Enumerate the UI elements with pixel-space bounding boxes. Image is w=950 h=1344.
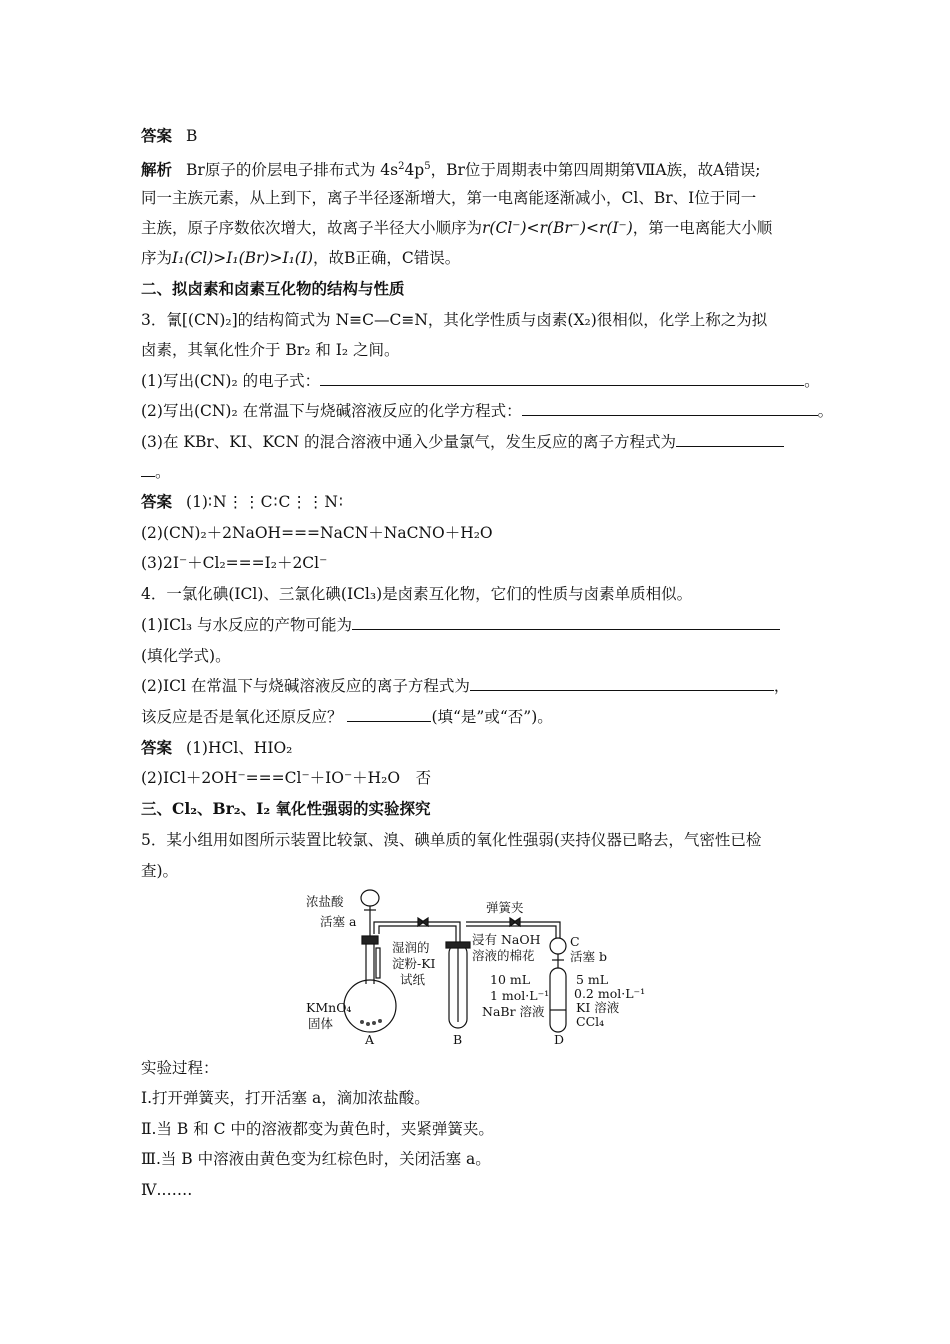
radius-order: r(Cl⁻)<r(Br⁻)<r(I⁻) [482,219,633,237]
q3-part-1 [141,371,820,391]
label-solid: 固体 [308,1016,334,1031]
q4-part-2 [141,676,789,696]
process-step-3: Ⅲ.当 B 中溶液由黄色变为红棕色时，关闭活塞 a。 [141,1150,491,1168]
process-title: 实验过程： [141,1059,219,1077]
analysis-text: ，Br位于周期表中第四周期第ⅦA族，故A错误; [430,161,761,180]
comma: ， [773,677,790,695]
label-kmno4: KMnO₄ [306,1000,352,1015]
label-conc-hcl: 浓盐酸 [306,894,344,909]
q4-part-1-cont: (填化学式)。 [141,647,231,665]
analysis-text: 4p [404,161,425,180]
label-b-solution: NaBr 溶液 [482,1004,545,1019]
q3-part-2-text: (2)写出(CN)₂ 在常温下与烧碱溶液反应的化学方程式： [141,402,522,420]
analysis-text: ，故B正确，C错误。 [313,249,461,267]
label-b: B [453,1032,463,1046]
q3-part-3-text: (3)在 KBr、KI、KCN 的混合溶液中通入少量氯气，发生反应的离子方程式为 [141,433,676,451]
analysis-text: Br原子的价层电子排布式为 4s [186,161,399,180]
answer-3-part-2: (2)(CN)₂＋2NaOH===NaCN＋NaCNO＋H₂O [141,524,493,542]
analysis-text: 主族，原子序数依次增大，故离子半径大小顺序为 [141,219,483,237]
q3-part-1-text: (1)写出(CN)₂ 的电子式： [141,372,321,390]
answer-blank[interactable] [676,432,784,447]
q4-part-3-text: 该反应是否是氧化还原反应？ [141,708,343,726]
answer-1 [141,126,197,146]
process-step-1: Ⅰ.打开弹簧夹，打开活塞 a，滴加浓盐酸。 [141,1089,430,1107]
answer-4 [141,738,292,758]
answer-blank[interactable] [141,462,155,477]
answer-value: B [186,127,198,145]
answer-blank[interactable] [352,615,780,630]
label-ccl4: CCl₄ [576,1014,605,1029]
answer-3-part-3: (3)2I⁻＋Cl₂===I₂＋2Cl⁻ [141,554,328,572]
analysis-label: 解析 [141,160,173,180]
section-heading-3: 三、Cl₂、Br₂、I₂ 氧化性强弱的实验探究 [141,799,431,818]
q4-part-1 [141,615,780,635]
period: 。 [817,402,834,420]
process-step-4: Ⅳ.…… [141,1181,193,1199]
period: 。 [804,372,820,390]
label-naoh-1: 浸有 NaOH [472,932,541,947]
ionization-order: I₁(Cl)>I₁(Br)>I₁(I) [172,249,314,267]
label-b-volume: 10 mL [490,972,531,987]
answer-label: 答案 [141,126,173,145]
answer-blank[interactable] [522,401,818,416]
label-d: D [554,1032,565,1046]
label-spring-clip: 弹簧夹 [486,900,524,915]
label-d-solution: KI 溶液 [576,1000,620,1015]
answer-blank[interactable] [320,371,804,386]
q4-part-3 [141,707,553,727]
label-c: C [570,934,580,949]
electron-formula: ∶N⋮⋮C∶C⋮⋮N∶ [207,493,344,511]
label-a: A [365,1032,375,1046]
analysis-line-4 [141,248,460,268]
q4-part-2-text: (2)ICl 在常温下与烧碱溶液反应的离子方程式为 [141,677,470,695]
q4-part-1-text: (1)ICl₃ 与水反应的产物可能为 [141,616,353,634]
q5-line-1: 5．某小组用如图所示装置比较氯、溴、碘单质的氧化性强弱(夹持仪器已略去，气密性已检 [141,831,762,849]
analysis-text: ，第一电离能大小顺 [632,219,773,237]
answer-blank[interactable] [470,676,774,691]
answer-label: 答案 [141,738,173,757]
apparatus-figure [300,886,645,1046]
analysis-line-3 [141,218,772,238]
label-naoh-2: 溶液的棉花 [472,948,535,963]
answer-label: 答案 [141,492,173,511]
process-step-2: Ⅱ.当 B 和 C 中的溶液都变为黄色时，夹紧弹簧夹。 [141,1120,494,1138]
section-heading-2: 二、拟卤素和卤素互化物的结构与性质 [141,279,405,298]
answer-4-part-2: (2)ICl＋2OH⁻===Cl⁻＋IO⁻＋H₂O 否 [141,769,432,787]
answer-blank[interactable] [347,707,431,722]
q3-part-3 [141,432,784,452]
label-d-concentration: 0.2 mol·L⁻¹ [574,986,645,1001]
answer-part-1: (1) [186,493,208,511]
analysis-line-1: 解析 Br原子的价层电子排布式为 $4s^24p^5$，Br位于周期表中第四周期第ⅦA族，故A错误; [141,160,761,180]
q3-part-3-cont [141,462,171,482]
answer-3 [141,492,344,512]
q4-part-3-hint: (填“是”或“否”)。 [431,708,553,726]
label-b-concentration: 1 mol·L⁻¹ [490,988,550,1003]
analysis-text: 序为 [141,249,173,267]
label-wet-paper-3: 试纸 [400,972,426,987]
label-wet-paper-1: 湿润的 [392,940,430,955]
label-d-volume: 5 mL [576,972,609,987]
q3-line-2: 卤素，其氧化性介于 Br₂ 和 I₂ 之间。 [141,341,400,359]
label-stopcock-a: 活塞 a [320,914,357,929]
q5-line-2: 查)。 [141,862,179,880]
q3-line-1: 3．氰[(CN)₂]的结构简式为 N≡C—C≡N，其化学性质与卤素(X₂)很相似，化学上称之为拟 [141,311,768,329]
label-stopcock-b: 活塞 b [570,949,607,964]
q3-part-2 [141,401,833,421]
analysis-line-2: 同一主族元素，从上到下，离子半径逐渐增大，第一电离能逐渐减小，Cl、Br、I位于同一 [141,189,757,207]
label-wet-paper-2: 淀粉-KI [392,956,436,971]
period: 。 [155,463,171,481]
q4-line-1: 4．一氯化碘(ICl)、三氯化碘(ICl₃)是卤素互化物，它们的性质与卤素单质相似。 [141,585,693,603]
answer-part-1: (1)HCl、HIO₂ [186,739,293,757]
